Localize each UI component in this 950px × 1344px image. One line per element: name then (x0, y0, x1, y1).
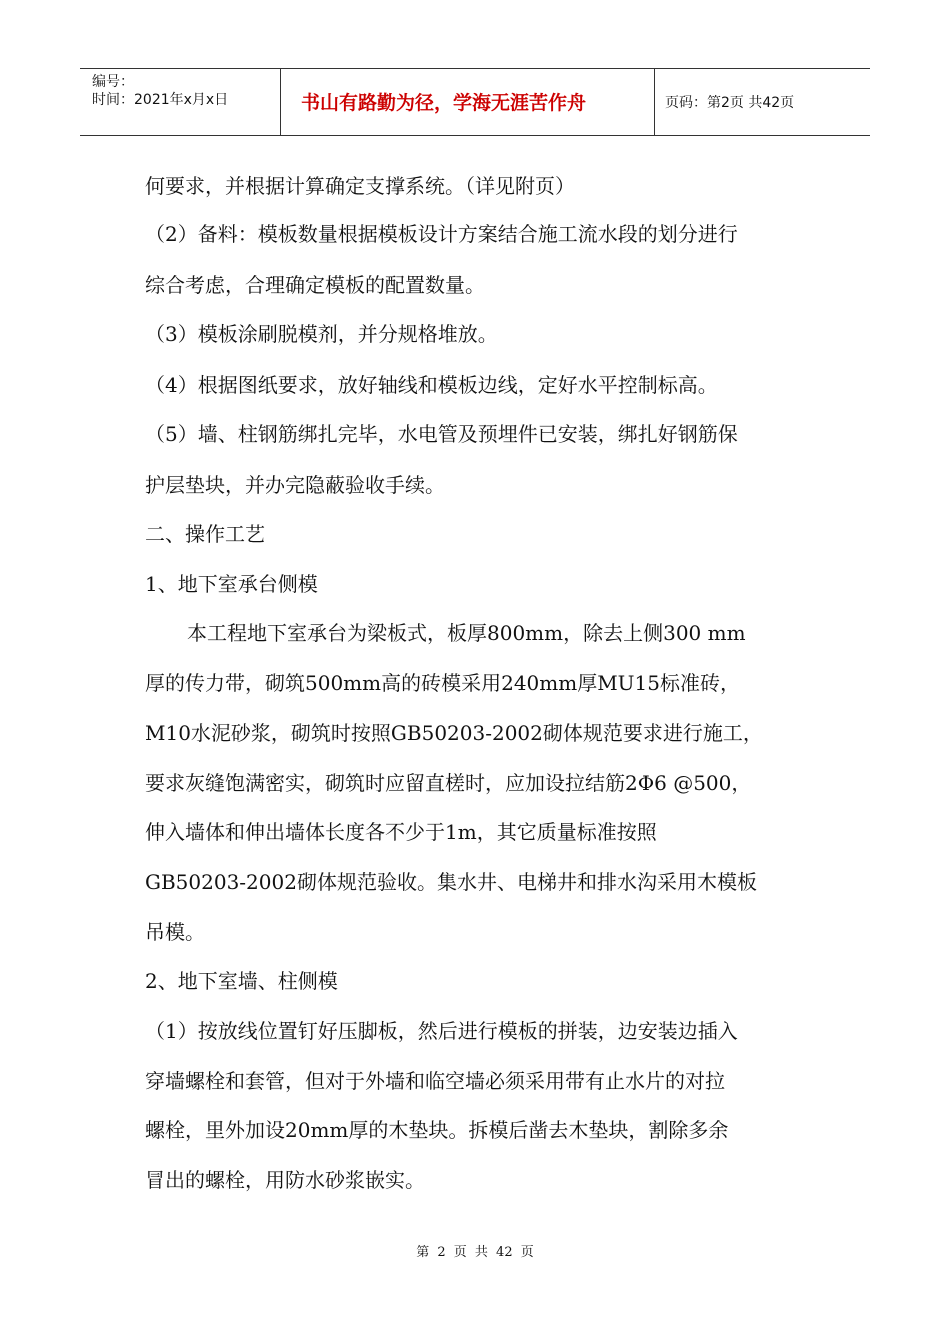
header-page-cell (655, 69, 870, 135)
body-line: 伸入墙体和伸出墙体长度各不少于1m，其它质量标准按照 (145, 820, 657, 844)
body-line: （4）根据图纸要求，放好轴线和模板边线，定好水平控制标高。 (145, 373, 718, 397)
header-motto-cell (281, 69, 655, 135)
page-footer: 第 2 页 共 42 页 (416, 1245, 534, 1260)
body-line: （5）墙、柱钢筋绑扎完毕，水电管及预埋件已安装，绑扎好钢筋保 (145, 422, 738, 446)
body-line: 本工程地下室承台为梁板式，板厚800mm，除去上侧300 mm (187, 621, 746, 645)
body-line: 吊模。 (145, 920, 205, 944)
body-line: GB50203-2002砌体规范验收。集水井、电梯井和排水沟采用木模板 (145, 870, 757, 894)
header-motto: 书山有路勤为径，学海无涯苦作舟 (301, 92, 587, 114)
body-line: （3）模板涂刷脱模剂，并分规格堆放。 (145, 322, 498, 346)
body-line: 厚的传力带，砌筑500mm高的砖模采用240mm厚MU15标准砖， (145, 671, 740, 695)
body-line: 冒出的螺栓，用防水砂浆嵌实。 (145, 1168, 425, 1192)
document-date: 时间：2021年x月x日 (92, 92, 229, 108)
document-number-label: 编号： (92, 74, 134, 90)
subsection-heading: 1、地下室承台侧模 (145, 572, 318, 596)
body-line: 护层垫块，并办完隐蔽验收手续。 (145, 473, 445, 497)
body-line: 螺栓，里外加设20mm厚的木垫块。拆模后凿去木垫块，割除多余 (145, 1118, 729, 1142)
body-line: M10水泥砂浆，砌筑时按照GB50203-2002砌体规范要求进行施工， (145, 721, 763, 745)
section-heading: 二、操作工艺 (145, 522, 265, 546)
body-line: 综合考虑，合理确定模板的配置数量。 (145, 273, 485, 297)
body-line: 穿墙螺栓和套管，但对于外墙和临空墙必须采用带有止水片的对拉 (145, 1069, 725, 1093)
body-line: 何要求，并根据计算确定支撑系统。（详见附页） (145, 174, 575, 198)
header-page-info: 页码：第2页 共42页 (665, 95, 795, 111)
body-line: （1）按放线位置钉好压脚板，然后进行模板的拼装，边安装边插入 (145, 1019, 738, 1043)
body-line: （2）备料：模板数量根据模板设计方案结合施工流水段的划分进行 (145, 222, 738, 246)
body-line: 要求灰缝饱满密实，砌筑时应留直槎时，应加设拉结筋2Φ6 @500， (145, 771, 752, 795)
header-info-cell (80, 69, 281, 135)
subsection-heading: 2、地下室墙、柱侧模 (145, 969, 338, 993)
document-header (80, 68, 870, 136)
